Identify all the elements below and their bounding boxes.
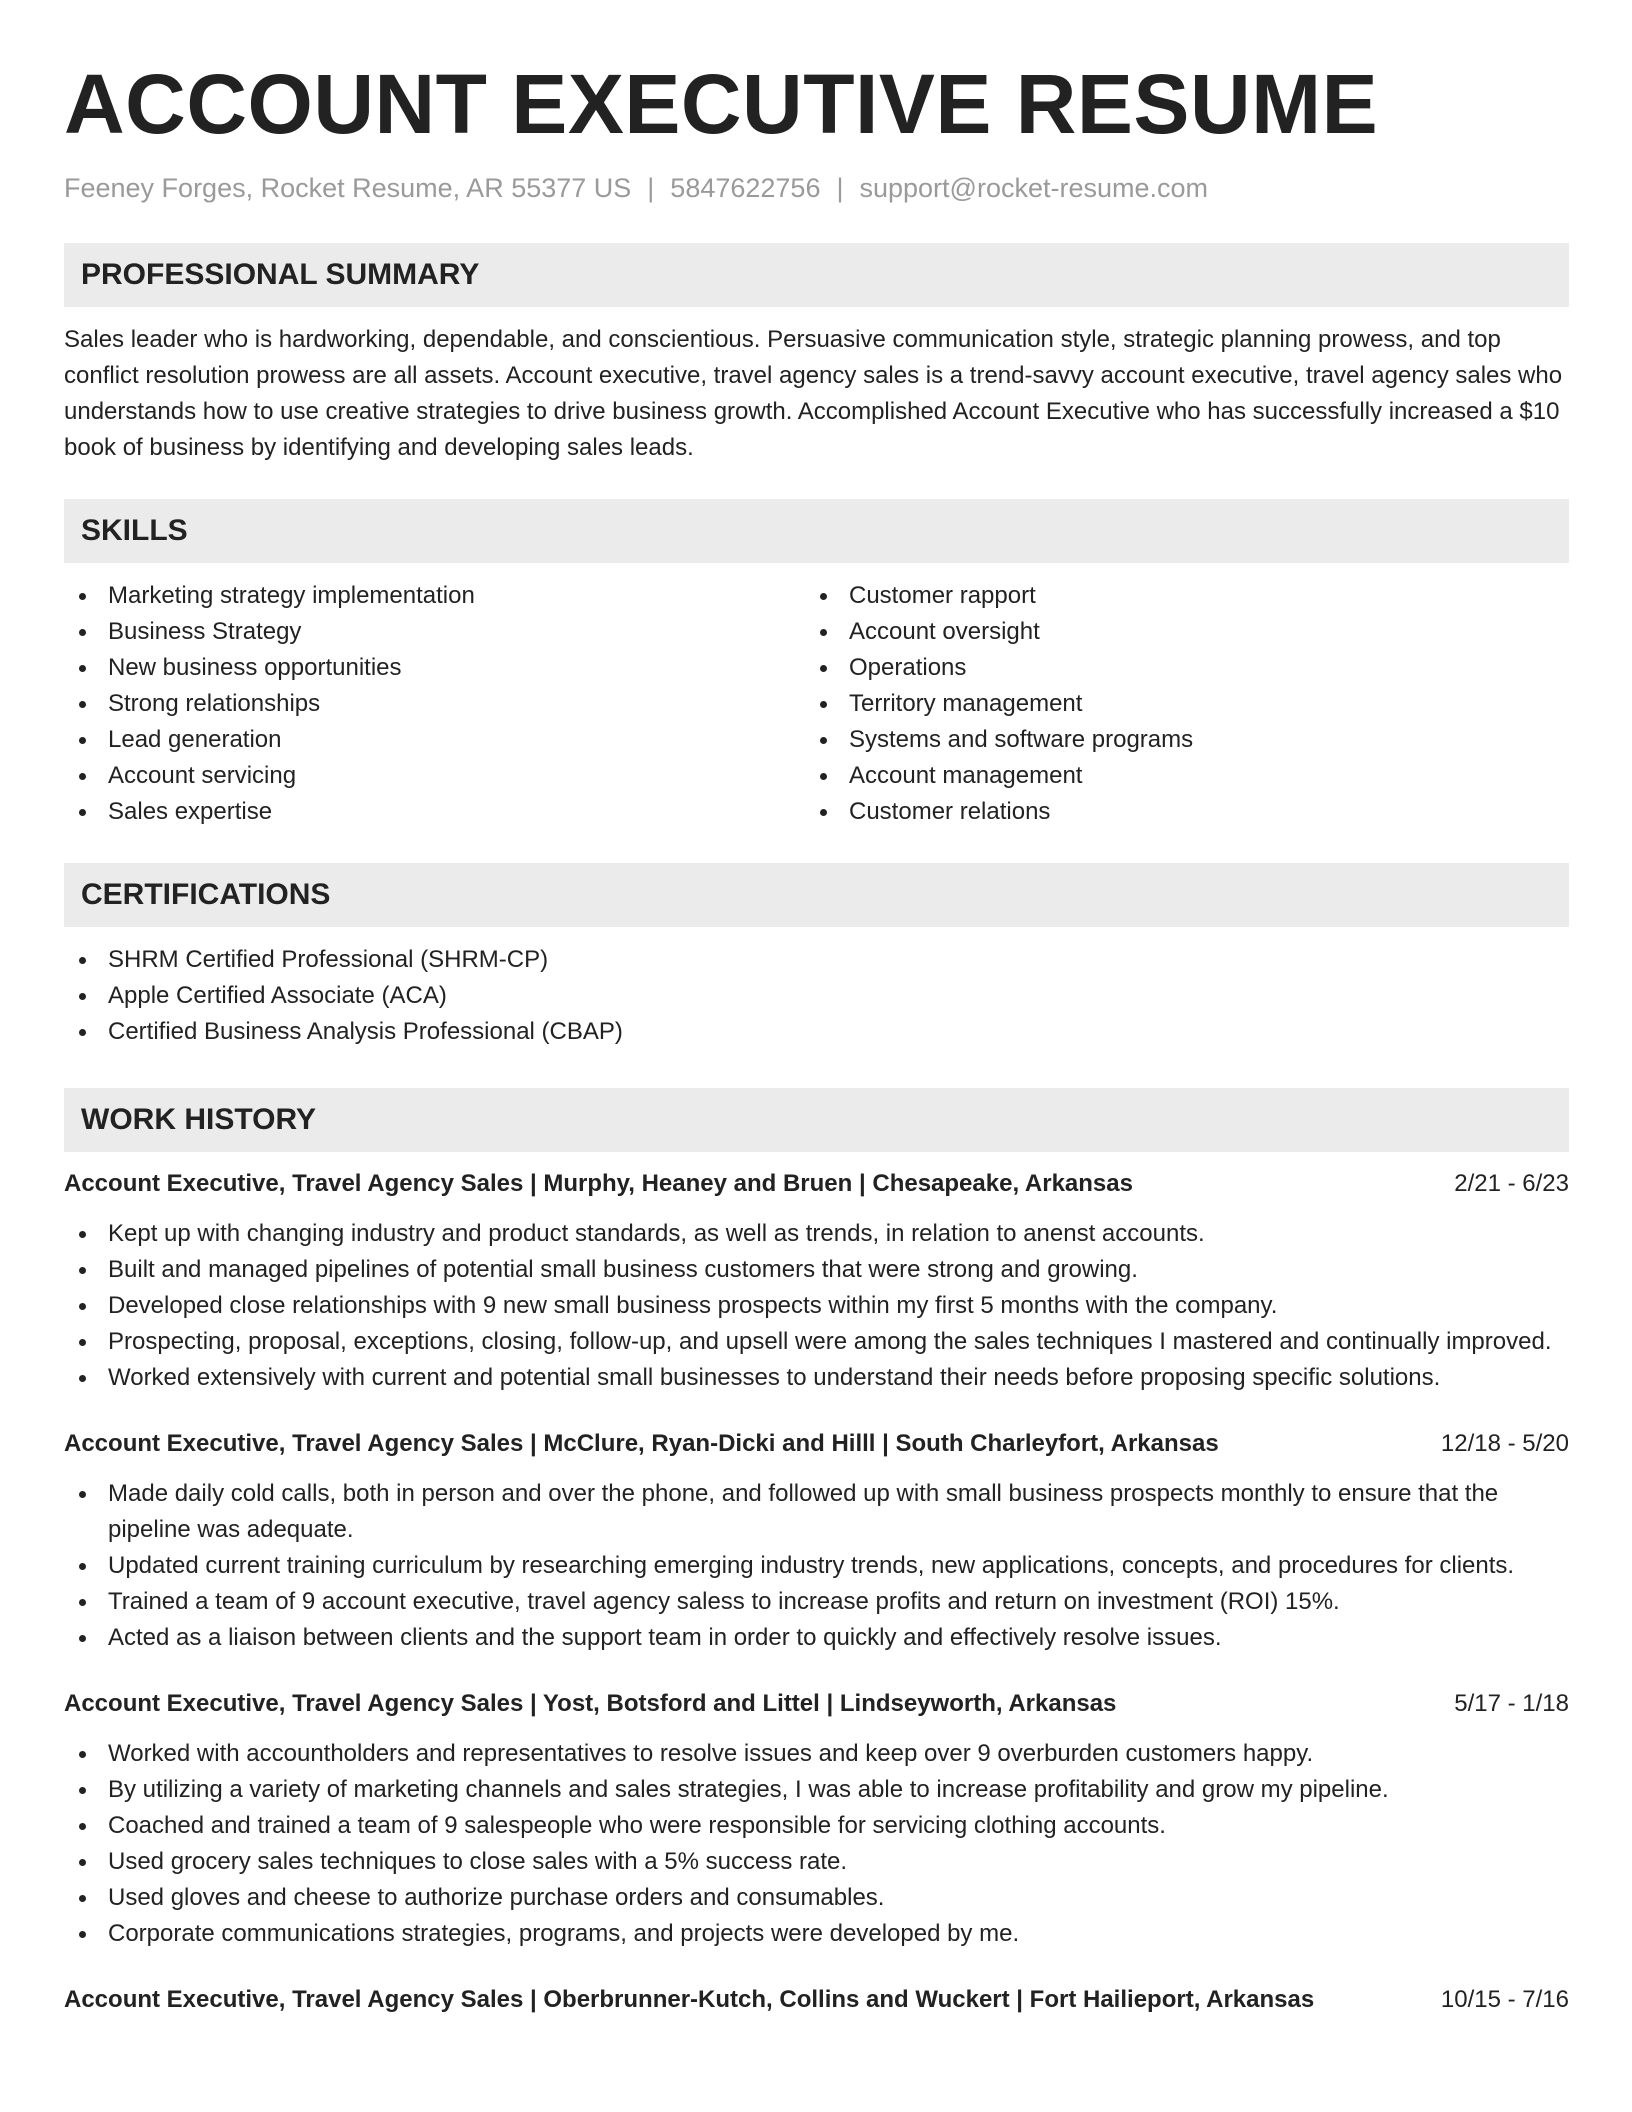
job-bullets <box>64 1216 1569 1396</box>
skill-item: Customer relations <box>805 794 1546 830</box>
skill-item: Account management <box>805 758 1546 794</box>
skills-column-left <box>64 578 805 830</box>
skill-item: Marketing strategy implementation <box>64 578 805 614</box>
job-bullets <box>64 1476 1569 1656</box>
job-bullet: By utilizing a variety of marketing channels and sales strategies, I was able to increase profitability and grow my pipeline. <box>64 1772 1569 1808</box>
skill-item: Strong relationships <box>64 686 805 722</box>
skill-item: New business opportunities <box>64 650 805 686</box>
certification-item: SHRM Certified Professional (SHRM-CP) <box>64 942 1569 978</box>
certifications-list <box>64 942 1569 1050</box>
job-bullets <box>64 1736 1569 1952</box>
contact-email: support@rocket-resume.com <box>859 173 1209 203</box>
job-bullet: Kept up with changing industry and product standards, as well as trends, in relation to anenst accounts. <box>64 1216 1569 1252</box>
skill-item: Business Strategy <box>64 614 805 650</box>
job-title: Account Executive, Travel Agency Sales | Murphy, Heaney and Bruen | Chesapeake, Arkansas <box>64 1170 1133 1197</box>
job-bullet: Used grocery sales techniques to close sales with a 5% success rate. <box>64 1844 1569 1880</box>
job-bullet: Developed close relationships with 9 new small business prospects within my first 5 months with the company. <box>64 1288 1569 1324</box>
skill-item: Sales expertise <box>64 794 805 830</box>
contact-line <box>64 172 1569 204</box>
job-bullet: Prospecting, proposal, exceptions, closing, follow-up, and upsell were among the sales techniques I mastered and continually improved. <box>64 1324 1569 1360</box>
job-bullet: Built and managed pipelines of potential small business customers that were strong and growing. <box>64 1252 1569 1288</box>
job-entry <box>64 1686 1569 1952</box>
job-dates: 12/18 - 5/20 <box>1440 1430 1569 1457</box>
job-bullet: Corporate communications strategies, programs, and projects were developed by me. <box>64 1916 1569 1952</box>
job-dates: 5/17 - 1/18 <box>1454 1690 1569 1717</box>
job-entry <box>64 1982 1569 2018</box>
job-bullet: Worked with accountholders and representatives to resolve issues and keep over 9 overburden customers happy. <box>64 1736 1569 1772</box>
contact-phone: 5847622756 <box>670 173 821 203</box>
skills-grid <box>64 578 1569 830</box>
skill-item: Territory management <box>805 686 1546 722</box>
skill-item: Systems and software programs <box>805 722 1546 758</box>
skill-item: Operations <box>805 650 1546 686</box>
summary-heading: PROFESSIONAL SUMMARY <box>64 243 1569 307</box>
job-entry <box>64 1166 1569 1396</box>
certification-item: Apple Certified Associate (ACA) <box>64 978 1569 1014</box>
skills-heading: SKILLS <box>64 499 1569 563</box>
summary-text: Sales leader who is hardworking, dependable, and conscientious. Persuasive communication style, strategic planning prowess, and top conflict resolution prowess are all assets. Account executive, travel agency sales is a trend-savvy account executive, travel agency sales who understands how to use creative strategies to drive business growth. Accomplished Account Executive who has successfully increased a $10 book of business by identifying and developing sales leads. <box>64 326 1563 461</box>
contact-separator: | <box>647 173 655 203</box>
contact-address: Feeney Forges, Rocket Resume, AR 55377 US <box>64 173 632 203</box>
resume-title: ACCOUNT EXECUTIVE RESUME <box>64 57 1379 151</box>
job-title: Account Executive, Travel Agency Sales | McClure, Ryan-Dicki and Hilll | South Charleyfort, Arkansas <box>64 1430 1219 1457</box>
job-bullet: Used gloves and cheese to authorize purchase orders and consumables. <box>64 1880 1569 1916</box>
job-bullet: Made daily cold calls, both in person and over the phone, and followed up with small business prospects monthly to ensure that the pipeline was adequate. <box>64 1476 1569 1548</box>
job-bullet: Trained a team of 9 account executive, travel agency saless to increase profits and return on investment (ROI) 15%. <box>64 1584 1569 1620</box>
job-title: Account Executive, Travel Agency Sales | Oberbrunner-Kutch, Collins and Wuckert | Fort Hailieport, Arkansas <box>64 1986 1315 2013</box>
job-title: Account Executive, Travel Agency Sales | Yost, Botsford and Littel | Lindseyworth, Arkansas <box>64 1690 1117 1717</box>
job-bullet: Worked extensively with current and potential small businesses to understand their needs before proposing specific solutions. <box>64 1360 1569 1396</box>
job-bullet: Coached and trained a team of 9 salespeople who were responsible for servicing clothing accounts. <box>64 1808 1569 1844</box>
skill-item: Lead generation <box>64 722 805 758</box>
job-bullet: Acted as a liaison between clients and the support team in order to quickly and effectively resolve issues. <box>64 1620 1569 1656</box>
skill-item: Account oversight <box>805 614 1546 650</box>
skill-item: Account servicing <box>64 758 805 794</box>
skills-column-right <box>805 578 1546 830</box>
job-bullet: Updated current training curriculum by researching emerging industry trends, new applications, concepts, and procedures for clients. <box>64 1548 1569 1584</box>
job-entry <box>64 1426 1569 1656</box>
work-history-heading: WORK HISTORY <box>64 1088 1569 1152</box>
certifications-heading: CERTIFICATIONS <box>64 863 1569 927</box>
contact-separator: | <box>836 173 844 203</box>
job-dates: 10/15 - 7/16 <box>1440 1986 1569 2013</box>
job-dates: 2/21 - 6/23 <box>1454 1170 1569 1197</box>
skill-item: Customer rapport <box>805 578 1546 614</box>
certification-item: Certified Business Analysis Professional (CBAP) <box>64 1014 1569 1050</box>
